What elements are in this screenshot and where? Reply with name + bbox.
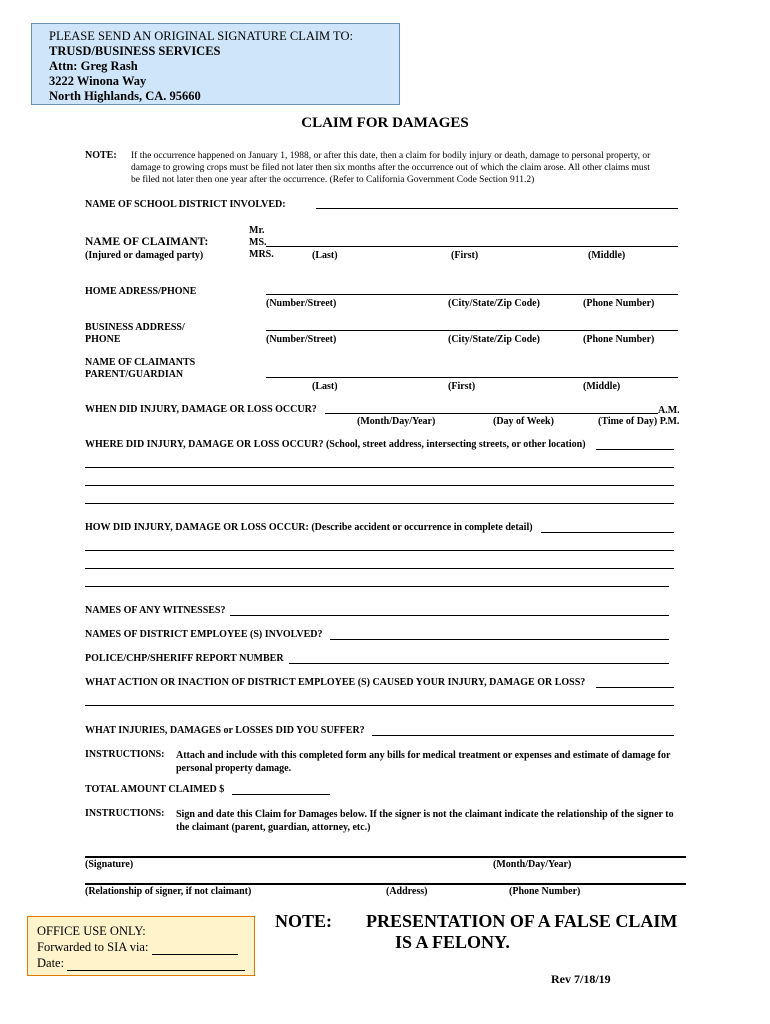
claimant-name-label: NAME OF CLAIMANT: <box>85 236 209 248</box>
mailing-city: North Highlands, CA. 95660 <box>49 89 201 103</box>
business-address-label <box>85 322 185 346</box>
page-title: CLAIM FOR DAMAGES <box>301 115 469 131</box>
office-use-box <box>27 916 255 976</box>
felony-line-1: PRESENTATION OF A FALSE CLAIM <box>366 911 678 931</box>
parent-guardian-label-1: NAME OF CLAIMANTS <box>85 357 196 368</box>
mailing-attention: Attn: Greg Rash <box>49 59 138 73</box>
where-field-4[interactable] <box>85 503 674 504</box>
claimant-name-field[interactable] <box>266 246 678 247</box>
how-field-4[interactable] <box>85 586 669 587</box>
business-phone-label: (Phone Number) <box>583 334 655 345</box>
injuries-label: WHAT INJURIES, DAMAGES or LOSSES DID YOU SUFFER? <box>85 725 365 736</box>
note-text <box>131 150 650 186</box>
mailing-street: 3222 Winona Way <box>49 74 147 88</box>
signature-date-label: (Month/Day/Year) <box>493 859 572 870</box>
signature-field[interactable] <box>85 856 686 858</box>
salutation-mr[interactable]: Mr. <box>249 225 265 236</box>
parent-middle-label: (Middle) <box>583 381 621 392</box>
home-address-label: HOME ADRESS/PHONE <box>85 286 197 297</box>
business-street-label: (Number/Street) <box>266 334 337 345</box>
where-field-2[interactable] <box>85 467 674 468</box>
business-city-label: (City/State/Zip Code) <box>448 334 540 345</box>
note-line-3: be filed not later then one year after the occurrence. (Refer to California Government Code Section 911.2) <box>131 175 535 185</box>
total-amount-label: TOTAL AMOUNT CLAIMED $ <box>85 784 225 795</box>
claimant-first-label: (First) <box>451 250 479 261</box>
action-label: WHAT ACTION OR INACTION OF DISTRICT EMPLOYEE (S) CAUSED YOUR INJURY, DAMAGE OR LOSS? <box>85 677 586 688</box>
instructions-1-line-2: personal property damage. <box>176 763 292 774</box>
office-date-field[interactable] <box>67 958 245 971</box>
am-label[interactable]: A.M. <box>658 405 680 416</box>
relationship-phone-label: (Phone Number) <box>509 886 581 897</box>
where-label: WHERE DID INJURY, DAMAGE OR LOSS OCCUR? (School, street address, intersecting streets, or other location) <box>85 439 586 450</box>
employees-field[interactable] <box>330 639 669 640</box>
felony-note-label: NOTE: <box>275 911 333 931</box>
signature-label: (Signature) <box>85 859 134 870</box>
total-amount-field[interactable] <box>232 794 330 795</box>
office-forwarded-label: Forwarded to SIA via: <box>37 940 149 954</box>
action-field-1[interactable] <box>596 687 674 688</box>
school-district-field[interactable] <box>316 208 678 209</box>
how-field-3[interactable] <box>85 568 674 569</box>
instructions-1-line-1: Attach and include with this completed form any bills for medical treatment or expenses and estimate of damage for <box>176 750 671 761</box>
note-line-2: damage to growing crops must be filed not later then six months after the occurrence out of which the claim arose. All other claims must <box>131 163 650 173</box>
note-label: NOTE: <box>85 150 117 161</box>
how-field-2[interactable] <box>85 550 674 551</box>
parent-last-label: (Last) <box>312 381 338 392</box>
home-address-field[interactable] <box>266 294 678 295</box>
mailing-instruction: PLEASE SEND AN ORIGINAL SIGNATURE CLAIM TO: <box>49 29 353 43</box>
where-field-3[interactable] <box>85 485 674 486</box>
office-date-label: Date: <box>37 956 65 970</box>
office-use-title: OFFICE USE ONLY: <box>37 924 146 938</box>
parent-guardian-label <box>85 357 195 381</box>
employees-label: NAMES OF DISTRICT EMPLOYEE (S) INVOLVED? <box>85 629 323 640</box>
parent-guardian-label-2: PARENT/GUARDIAN <box>85 369 184 380</box>
report-number-label: POLICE/CHP/SHERIFF REPORT NUMBER <box>85 653 284 664</box>
parent-guardian-field[interactable] <box>266 377 678 378</box>
revision-label: Rev 7/18/19 <box>551 972 611 986</box>
relationship-label: (Relationship of signer, if not claimant) <box>85 886 252 897</box>
when-day-label: (Day of Week) <box>493 416 554 427</box>
business-address-label-2: PHONE <box>85 334 121 345</box>
salutation-mrs[interactable]: MRS. <box>249 249 274 260</box>
when-date-label: (Month/Day/Year) <box>357 416 436 427</box>
mailing-address-box <box>31 23 400 105</box>
claimant-last-label: (Last) <box>312 250 338 261</box>
claimant-name-sublabel: (Injured or damaged party) <box>85 250 204 261</box>
witnesses-label: NAMES OF ANY WITNESSES? <box>85 605 226 616</box>
how-field-1[interactable] <box>541 532 674 533</box>
home-phone-label: (Phone Number) <box>583 298 655 309</box>
salutation-ms[interactable]: MS. <box>249 237 267 248</box>
office-forwarded-field[interactable] <box>152 942 238 955</box>
how-label: HOW DID INJURY, DAMAGE OR LOSS OCCUR: (Describe accident or occurrence in complete detail) <box>85 522 533 533</box>
instructions-2-line-1: Sign and date this Claim for Damages below. If the signer is not the claimant indicate the relationship of the signer to <box>176 809 674 820</box>
instructions-1-label: INSTRUCTIONS: <box>85 749 165 760</box>
school-district-label: NAME OF SCHOOL DISTRICT INVOLVED: <box>85 199 286 210</box>
felony-line-2: IS A FELONY. <box>395 932 510 952</box>
instructions-2-text <box>176 808 674 834</box>
claimant-middle-label: (Middle) <box>588 250 626 261</box>
parent-first-label: (First) <box>448 381 476 392</box>
office-date-row <box>37 955 254 971</box>
when-field[interactable] <box>325 413 658 414</box>
when-label: WHEN DID INJURY, DAMAGE OR LOSS OCCUR? <box>85 404 317 415</box>
mailing-department: TRUSD/BUSINESS SERVICES <box>49 44 221 58</box>
home-street-label: (Number/Street) <box>266 298 337 309</box>
instructions-2-label: INSTRUCTIONS: <box>85 808 165 819</box>
office-forwarded-row <box>37 939 254 955</box>
note-line-1: If the occurrence happened on January 1, 1988, or after this date, then a claim for bodily injury or death, damage to personal property, or <box>131 151 651 161</box>
relationship-field[interactable] <box>85 883 686 885</box>
report-number-field[interactable] <box>289 663 669 664</box>
instructions-1-text <box>176 749 670 775</box>
home-city-label: (City/State/Zip Code) <box>448 298 540 309</box>
instructions-2-line-2: the claimant (parent, guardian, attorney, etc.) <box>176 822 371 833</box>
action-field-2[interactable] <box>85 705 674 706</box>
relationship-address-label: (Address) <box>386 886 428 897</box>
injuries-field[interactable] <box>372 735 674 736</box>
when-time-label: (Time of Day) P.M. <box>598 416 680 427</box>
business-address-field[interactable] <box>266 330 678 331</box>
business-address-label-1: BUSINESS ADDRESS/ <box>85 322 185 333</box>
witnesses-field[interactable] <box>230 615 669 616</box>
where-field-1[interactable] <box>596 449 674 450</box>
